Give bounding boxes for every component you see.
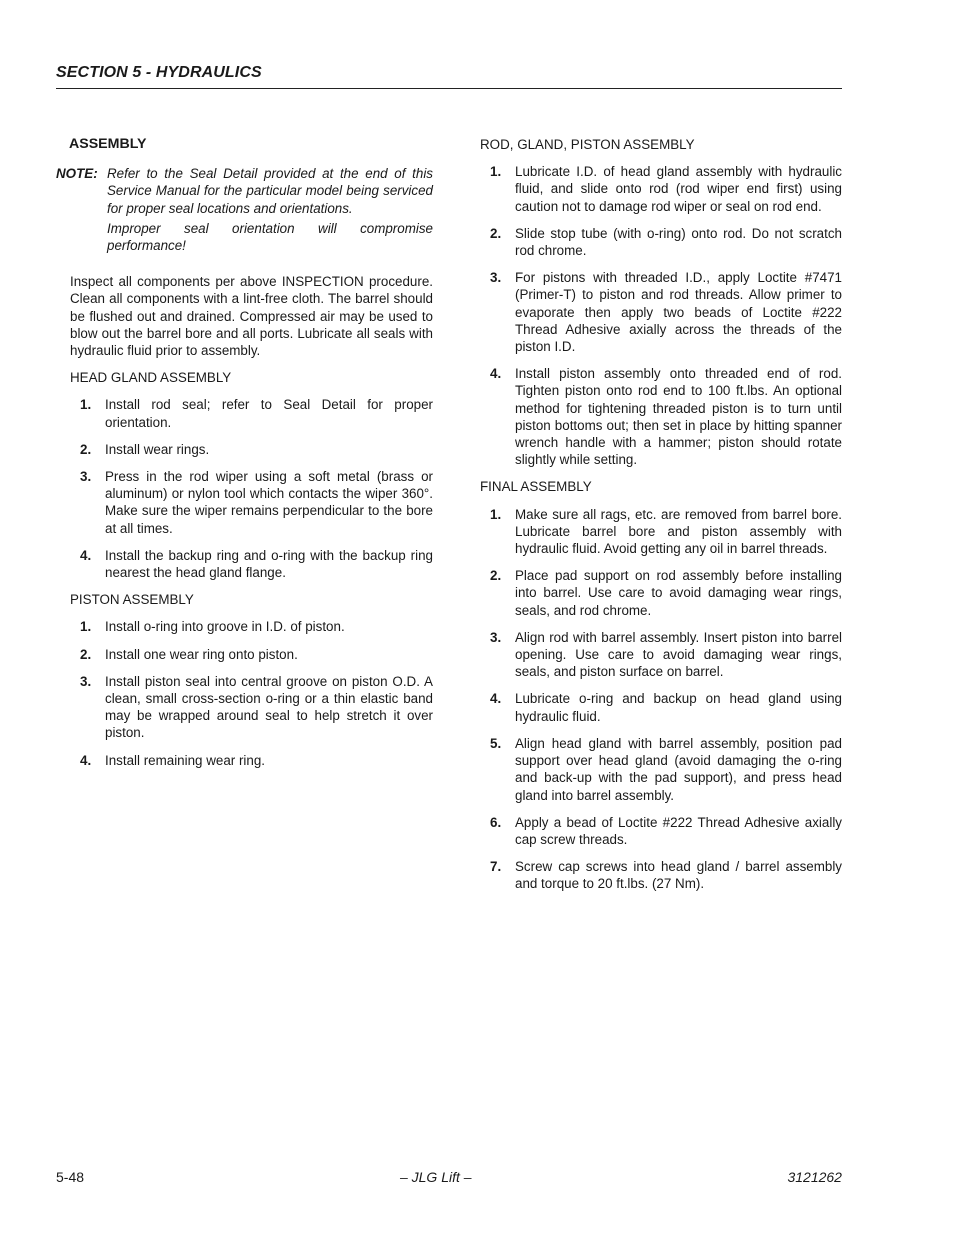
list-item <box>80 618 433 635</box>
step-text: Install rod seal; refer to Seal Detail for proper orientation. <box>105 397 433 430</box>
final-assembly-steps <box>480 506 842 893</box>
list-item <box>80 441 433 458</box>
step-text: Install one wear ring onto piston. <box>105 646 298 662</box>
list-item <box>80 396 433 430</box>
list-item <box>490 225 842 259</box>
step-number: 4. <box>80 752 92 768</box>
step-text: Slide stop tube (with o-ring) onto rod. Do not scratch rod chrome. <box>515 225 842 259</box>
step-number: 1. <box>80 397 92 413</box>
final-assembly-heading: FINAL ASSEMBLY <box>480 479 592 495</box>
list-item <box>490 629 842 681</box>
step-number: 4. <box>490 691 502 707</box>
step-text: Lubricate o-ring and backup on head gland using hydraulic fluid. <box>515 691 842 724</box>
intro-paragraph: Inspect all components per above INSPECTION procedure. Clean all components with a lint-free cloth. The barrel should be flushed out and drained. Compressed air may be used to blow out the barrel bore and all ports. Lubricate all seals with hydraulic fluid prior to assembly. <box>70 274 433 359</box>
piston-steps <box>56 618 433 768</box>
step-text: Install remaining wear ring. <box>105 752 266 768</box>
list-item <box>490 163 842 215</box>
list-item <box>490 269 842 355</box>
list-item <box>490 858 842 892</box>
step-text: Lubricate I.D. of head gland assembly with hydraulic fluid, and slide onto rod (rod wiper end first) using caution not to damage rod wiper or seal on rod end. <box>515 164 842 214</box>
list-item <box>490 567 842 619</box>
step-number: 4. <box>80 547 92 563</box>
assembly-heading: ASSEMBLY <box>69 136 147 152</box>
list-item <box>490 735 842 804</box>
step-text: Align rod with barrel assembly. Insert piston into barrel opening. Use care to avoid damaging wear rings, seals, and piston surface on barrel. <box>515 629 842 680</box>
step-text: Install piston seal into central groove on piston O.D. A clean, small cross-section o-ring or a thin elastic band may be wrapped around seal to help stretch it over piston. <box>105 673 433 741</box>
step-number: 5. <box>490 735 502 751</box>
step-text: For pistons with threaded I.D., apply Loctite #7471 (Primer-T) to piston and rod threads. Allow primer to evaporate then apply two beads of Loctite #222 Thread Adhesive axially across the threads of the piston I.D. <box>515 270 842 355</box>
note-label: NOTE: <box>56 166 98 182</box>
step-number: 3. <box>490 270 502 286</box>
right-column <box>480 136 842 903</box>
note-line: Improper seal orientation will compromise performance! <box>107 220 433 254</box>
note-text <box>107 165 433 257</box>
list-item <box>490 814 842 848</box>
step-number: 1. <box>490 164 502 180</box>
step-text: Screw cap screws into head gland / barrel assembly and torque to 20 ft.lbs. (27 Nm). <box>515 859 842 892</box>
list-item <box>80 547 433 581</box>
note-block <box>56 165 433 257</box>
step-number: 1. <box>490 506 502 522</box>
step-number: 6. <box>490 814 502 830</box>
step-text: Install wear rings. <box>105 441 210 457</box>
step-number: 3. <box>80 469 92 485</box>
note-line: Refer to the Seal Detail provided at the end of this Service Manual for the particular model being serviced for proper seal locations and orientations. <box>107 166 433 216</box>
footer-brand: – JLG Lift – <box>399 1169 472 1185</box>
step-text: Install piston assembly onto threaded end of rod. Tighten piston onto rod end to 100 ft.lbs. An optional method for tightening threaded piston is to turn until piston bottoms out; then set in place by hitting spanner wrench handle with a hammer; piston should rotate slightly while setting. <box>515 366 842 468</box>
rod-gland-piston-heading: ROD, GLAND, PISTON ASSEMBLY <box>480 137 695 152</box>
rod-gland-piston-steps <box>480 163 842 468</box>
page-header <box>56 64 842 89</box>
step-number: 7. <box>490 859 502 875</box>
step-number: 2. <box>80 441 92 457</box>
page-footer <box>56 1169 842 1185</box>
list-item <box>80 752 433 769</box>
step-number: 1. <box>80 619 92 635</box>
step-number: 3. <box>490 629 502 645</box>
list-item <box>490 690 842 724</box>
step-text: Place pad support on rod assembly before installing into barrel. Use care to avoid damaging wear rings, seals, and rod chrome. <box>515 568 842 618</box>
step-text: Install the backup ring and o-ring with the backup ring nearest the head gland flange. <box>105 547 433 581</box>
step-text: Make sure all rags, etc. are removed from barrel bore. Lubricate barrel bore and piston assembly with hydraulic fluid. Avoid getting any oil in barrel threads. <box>515 506 842 557</box>
list-item <box>490 365 842 468</box>
list-item <box>80 468 433 537</box>
step-text: Apply a bead of Loctite #222 Thread Adhesive axially cap screw threads. <box>515 814 842 847</box>
head-gland-heading: HEAD GLAND ASSEMBLY <box>70 370 232 386</box>
step-text: Install o-ring into groove in I.D. of piston. <box>105 619 345 635</box>
page-number: 5-48 <box>56 1169 85 1185</box>
step-text: Press in the rod wiper using a soft metal (brass or aluminum) or nylon tool which contacts the wiper 360°. Make sure the wiper remains perpendicular to the bore at all times. <box>105 469 433 536</box>
left-column <box>56 136 433 779</box>
step-text: Align head gland with barrel assembly, position pad support over head gland (avoid damaging the o-ring and back-up with the pad support), and press head gland into barrel assembly. <box>515 735 842 803</box>
piston-heading: PISTON ASSEMBLY <box>70 592 194 608</box>
step-number: 3. <box>80 673 92 689</box>
step-number: 2. <box>80 646 92 662</box>
list-item <box>490 506 842 558</box>
step-number: 2. <box>490 568 502 584</box>
list-item <box>80 673 433 742</box>
list-item <box>80 646 433 663</box>
head-gland-steps <box>56 396 433 581</box>
section-title: SECTION 5 - HYDRAULICS <box>56 64 262 81</box>
step-number: 2. <box>490 225 502 241</box>
step-number: 4. <box>490 366 502 382</box>
document-number: 3121262 <box>787 1169 842 1185</box>
